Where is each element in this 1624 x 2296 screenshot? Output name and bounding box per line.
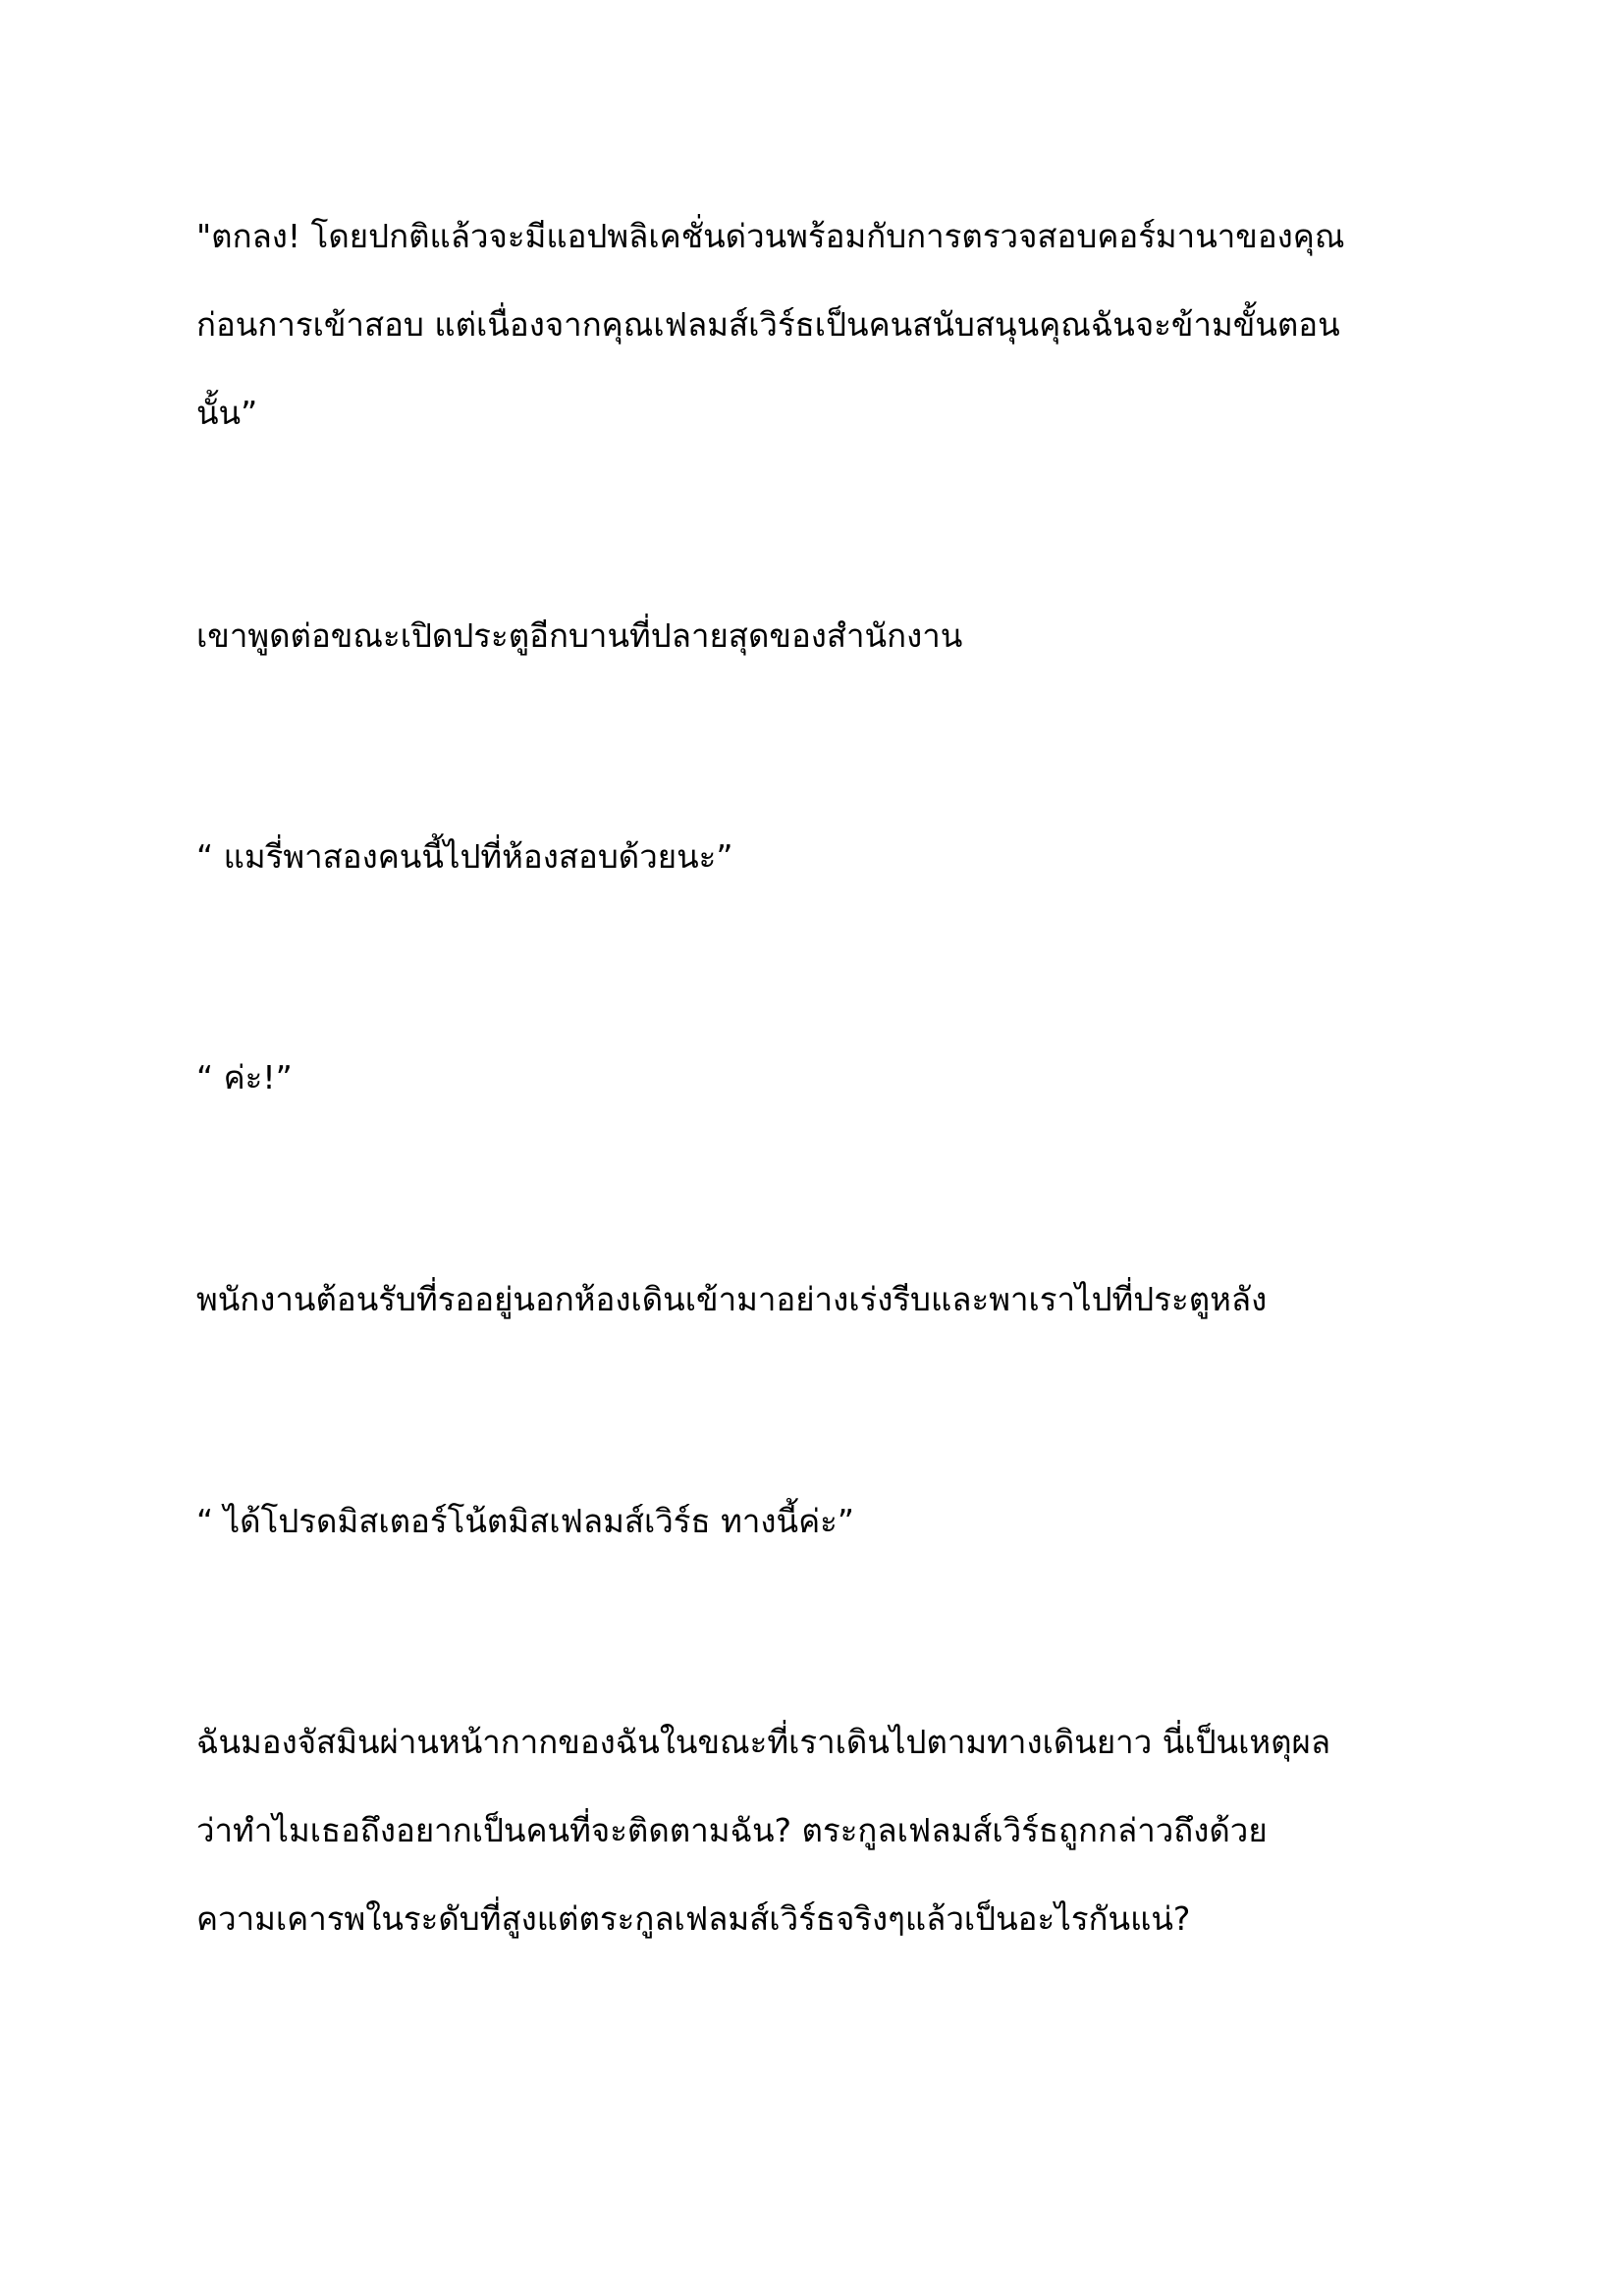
paragraph-7 (196, 1698, 1434, 1963)
paragraph-3 (196, 813, 1434, 901)
paragraph-6-line-1: “ ได้โปรดมิสเตอร์โน้ตมิสเฟลมส์เวิร์ธ ทางนี้ค่ะ” (196, 1502, 854, 1540)
paragraph-5 (196, 1255, 1434, 1344)
paragraph-4 (196, 1034, 1434, 1122)
paragraph-2 (196, 592, 1434, 680)
paragraph-1-line-1: "ตกลง! โดยปกติแล้วจะมีแอปพลิเคชั่นด่วนพร้อมกับการตรวจสอบคอร์มานาของคุณ (196, 217, 1345, 255)
paragraph-5-line-1: พนักงานต้อนรับที่รออยู่นอกห้องเดินเข้ามาอย่างเร่งรีบและพาเราไปที่ประตูหลัง (196, 1280, 1268, 1318)
paragraph-6 (196, 1477, 1434, 1566)
paragraph-3-line-1: “ แมรี่พาสองคนนี้ไปที่ห้องสอบด้วยนะ” (196, 837, 733, 876)
paragraph-1 (196, 192, 1434, 457)
paragraph-1-line-3: นั้น” (196, 394, 258, 432)
paragraph-7-line-1: ฉันมองจัสมินผ่านหน้ากากของฉันในขณะที่เราเดินไปตามทางเดินยาว นี่เป็นเหตุผล (196, 1723, 1331, 1761)
paragraph-2-line-1: เขาพูดต่อขณะเปิดประตูอีกบานที่ปลายสุดของสำนักงาน (196, 616, 963, 655)
paragraph-1-line-2: ก่อนการเข้าสอบ แต่เนื่องจากคุณเฟลมส์เวิร์ธเป็นคนสนับสนุนคุณฉันจะข้ามขั้นตอน (196, 305, 1340, 344)
paragraph-7-line-2: ว่าทำไมเธอถึงอยากเป็นคนที่จะติดตามฉัน? ตระกูลเฟลมส์เวิร์ธถูกกล่าวถึงด้วย (196, 1811, 1268, 1849)
paragraph-4-line-1: “ ค่ะ!” (196, 1058, 293, 1096)
paragraph-7-line-3: ความเคารพในระดับที่สูงแต่ตระกูลเฟลมส์เวิร์ธจริงๆแล้วเป็นอะไรกันแน่? (196, 1899, 1191, 1938)
